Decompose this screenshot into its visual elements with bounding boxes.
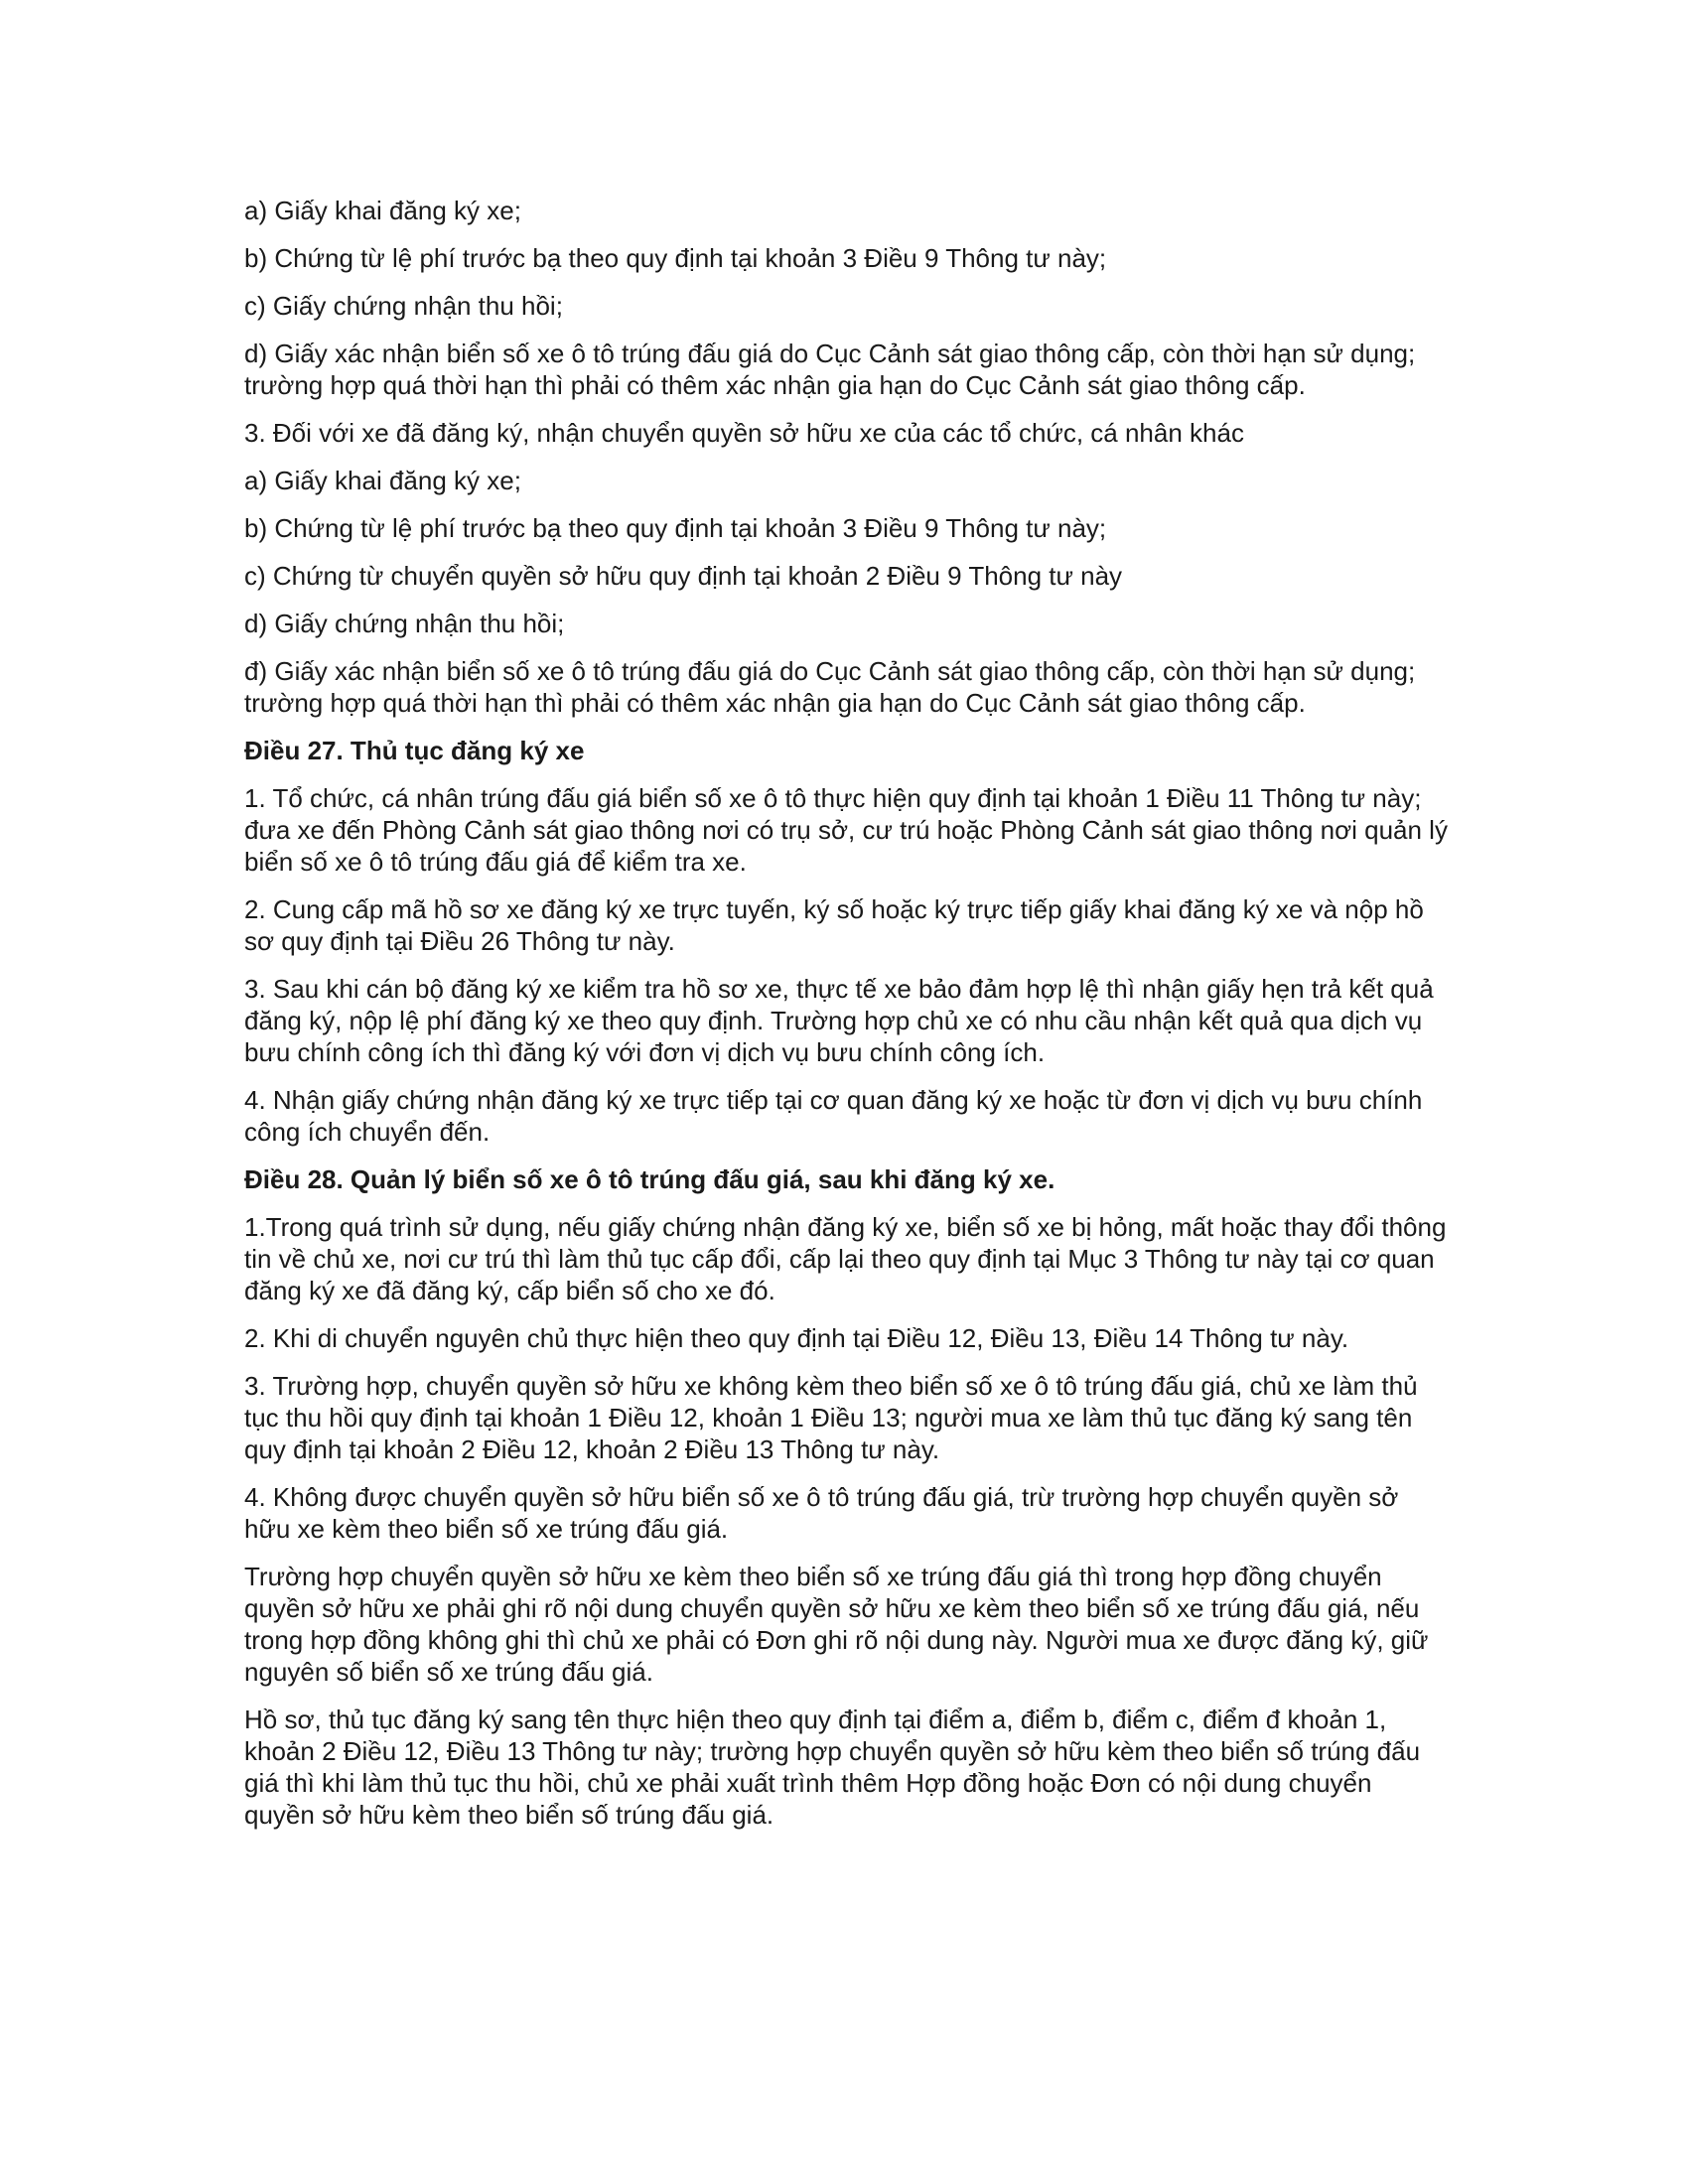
- article-28-clause-3: 3. Trường hợp, chuyển quyền sở hữu xe không kèm theo biển số xe ô tô trúng đấu giá, chủ xe làm thủ tục thu hồi quy định tại khoản 1 Điều 12, khoản 1 Điều 13; người mua xe làm thủ tục đăng ký sang tên quy định tại khoản 2 Điều 12, khoản 2 Điều 13 Thông tư này.: [244, 1371, 1418, 1464]
- article-28-clause-4: 4. Không được chuyển quyền sở hữu biển số xe ô tô trúng đấu giá, trừ trường hợp chuyển quyền sở hữu xe kèm theo biển số xe trúng đấu giá.: [244, 1482, 1399, 1544]
- article-27-title: Điều 27. Thủ tục đăng ký xe: [244, 736, 585, 765]
- article-28-paragraph-5: Trường hợp chuyển quyền sở hữu xe kèm theo biển số xe trúng đấu giá thì trong hợp đồng chuyển quyền sở hữu xe phải ghi rõ nội dung chuyển quyền sở hữu xe kèm theo biển số xe trúng đấu giá, nếu trong hợp đồng không ghi thì chủ xe phải có Đơn ghi rõ nội dung này. Người mua xe được đăng ký, giữ nguyên số biển số xe trúng đấu giá.: [244, 1562, 1429, 1687]
- document-page: [244, 195, 1448, 1846]
- item-26-3-b: b) Chứng từ lệ phí trước bạ theo quy định tại khoản 3 Điều 9 Thông tư này;: [244, 513, 1107, 543]
- item-26-2-c: c) Giấy chứng nhận thu hồi;: [244, 291, 563, 321]
- item-26-3-d: d) Giấy chứng nhận thu hồi;: [244, 609, 565, 638]
- article-28-paragraph-6: Hồ sơ, thủ tục đăng ký sang tên thực hiện theo quy định tại điểm a, điểm b, điểm c, điểm đ khoản 1, khoản 2 Điều 12, Điều 13 Thông tư này; trường hợp chuyển quyền sở hữu kèm theo biển số trúng đấu giá thì khi làm thủ tục thu hồi, chủ xe phải xuất trình thêm Hợp đồng hoặc Đơn có nội dung chuyển quyền sở hữu kèm theo biển số trúng đấu giá.: [244, 1705, 1421, 1830]
- item-26-2-a: a) Giấy khai đăng ký xe;: [244, 196, 521, 225]
- article-27-clause-1: 1. Tổ chức, cá nhân trúng đấu giá biển số xe ô tô thực hiện quy định tại khoản 1 Điều 11 Thông tư này; đưa xe đến Phòng Cảnh sát giao thông nơi có trụ sở, cư trú hoặc Phòng Cảnh sát giao thông nơi quản lý biển số xe ô tô trúng đấu giá để kiểm tra xe.: [244, 783, 1448, 877]
- article-27-clause-4: 4. Nhận giấy chứng nhận đăng ký xe trực tiếp tại cơ quan đăng ký xe hoặc từ đơn vị dịch vụ bưu chính công ích chuyển đến.: [244, 1085, 1423, 1147]
- item-26-3-a: a) Giấy khai đăng ký xe;: [244, 466, 521, 495]
- item-26-3-c: c) Chứng từ chuyển quyền sở hữu quy định tại khoản 2 Điều 9 Thông tư này: [244, 561, 1123, 591]
- article-27-clause-2: 2. Cung cấp mã hồ sơ xe đăng ký xe trực tuyến, ký số hoặc ký trực tiếp giấy khai đăng ký xe và nộp hồ sơ quy định tại Điều 26 Thông tư này.: [244, 894, 1424, 956]
- item-26-2-b: b) Chứng từ lệ phí trước bạ theo quy định tại khoản 3 Điều 9 Thông tư này;: [244, 243, 1107, 273]
- clause-26-3-heading: 3. Đối với xe đã đăng ký, nhận chuyển quyền sở hữu xe của các tổ chức, cá nhân khác: [244, 418, 1244, 448]
- item-26-3-dd: đ) Giấy xác nhận biển số xe ô tô trúng đấu giá do Cục Cảnh sát giao thông cấp, còn thời hạn sử dụng; trường hợp quá thời hạn thì phải có thêm xác nhận gia hạn do Cục Cảnh sát giao thông cấp.: [244, 656, 1416, 718]
- item-26-2-d: d) Giấy xác nhận biển số xe ô tô trúng đấu giá do Cục Cảnh sát giao thông cấp, còn thời hạn sử dụng; trường hợp quá thời hạn thì phải có thêm xác nhận gia hạn do Cục Cảnh sát giao thông cấp.: [244, 339, 1416, 400]
- article-28-clause-1: 1.Trong quá trình sử dụng, nếu giấy chứng nhận đăng ký xe, biển số xe bị hỏng, mất hoặc thay đổi thông tin về chủ xe, nơi cư trú thì làm thủ tục cấp đổi, cấp lại theo quy định tại Mục 3 Thông tư này tại cơ quan đăng ký xe đã đăng ký, cấp biển số cho xe đó.: [244, 1212, 1447, 1305]
- article-28-clause-2: 2. Khi di chuyển nguyên chủ thực hiện theo quy định tại Điều 12, Điều 13, Điều 14 Thông tư này.: [244, 1323, 1349, 1353]
- article-28-title: Điều 28. Quản lý biển số xe ô tô trúng đấu giá, sau khi đăng ký xe.: [244, 1164, 1055, 1194]
- article-27-clause-3: 3. Sau khi cán bộ đăng ký xe kiểm tra hồ sơ xe, thực tế xe bảo đảm hợp lệ thì nhận giấy hẹn trả kết quả đăng ký, nộp lệ phí đăng ký xe theo quy định. Trường hợp chủ xe có nhu cầu nhận kết quả qua dịch vụ bưu chính công ích thì đăng ký với đơn vị dịch vụ bưu chính công ích.: [244, 974, 1434, 1067]
